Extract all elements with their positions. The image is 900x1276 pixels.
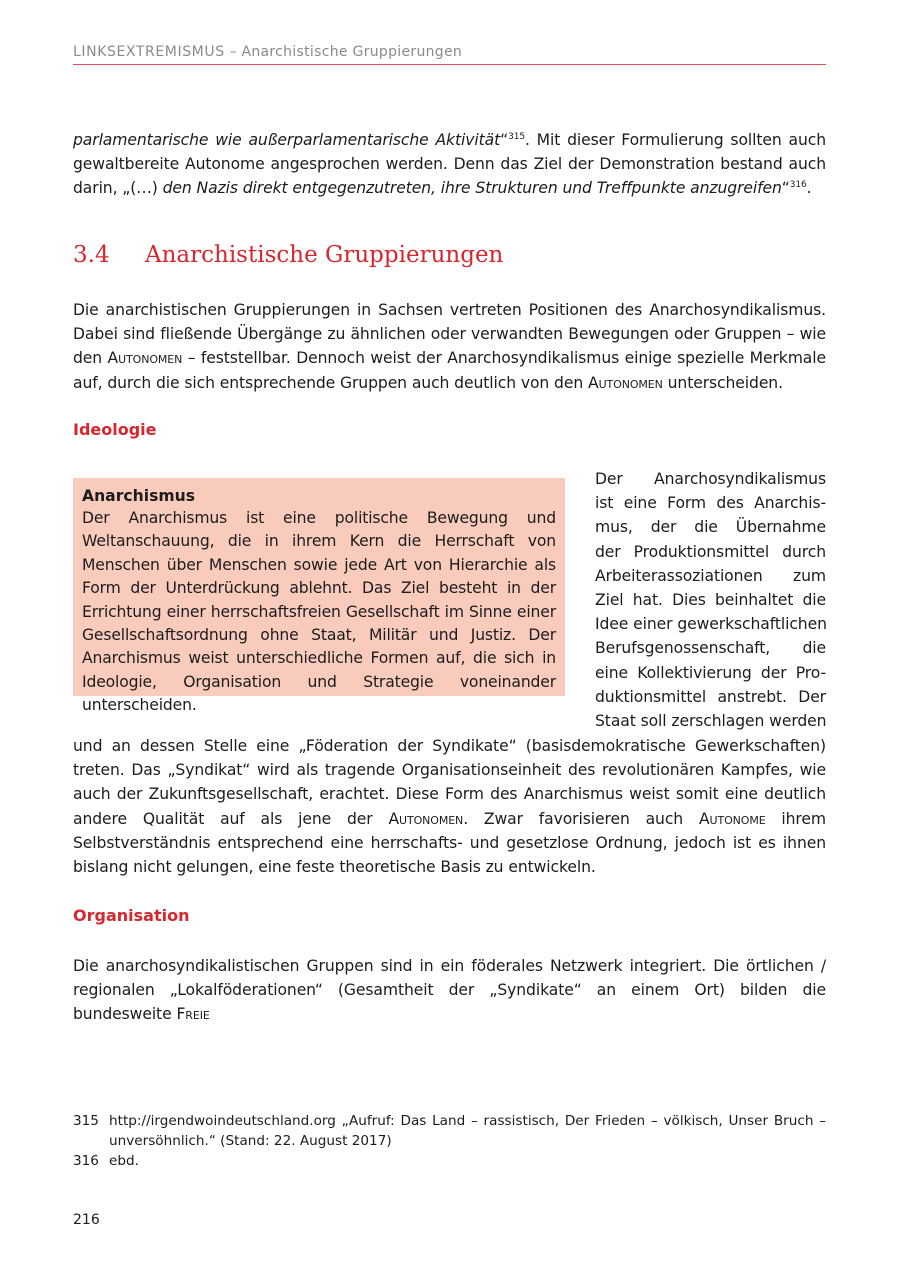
- footnote-number: 316: [73, 1153, 99, 1169]
- footnote-text: http://irgendwoindeutschland.org „Aufruf: Das Land – rassistisch, Der Frieden – völkisch, Unser Bruch – unversöhnlich.“ (Stand: 22. August 2017): [109, 1113, 826, 1149]
- subheading-organisation: Organisation: [73, 906, 190, 925]
- subheading-ideologie: Ideologie: [73, 420, 157, 439]
- ideologie-paragraph: und an dessen Stelle eine „Föderation der Syndikate“ (basisdemokratische Gewerkschaften) treten. Das „Syndikat“ wird als tragende Organisationseinheit des revolutionären Kampfes, wie auch der Zukunftsgesellschaft, erachtet. Diese Form des Anarchismus weist somit eine deutlich andere Qualität auf als jene der Autonomen. Zwar favorisieren auch Autonome ihrem Selbstverständnis entsprechend eine herrschafts- und gesetzlose Ordnung, jedoch ist es ihnen bislang nicht gelungen, eine feste theoretische Basis zu entwickeln.: [73, 737, 826, 877]
- section-intro-paragraph: Die anarchistischen Gruppierungen in Sachsen vertreten Positionen des Anarchosyndikalismus. Dabei sind fließende Übergänge zu ähnlichen oder verwandten Bewegungen oder Gruppen – wie den Autonomen – feststellbar. Dennoch weist der Anarchosyndikalismus einige spezielle Merkmale auf, durch die sich entsprechende Gruppen auch deutlich von den Autonomen unterscheiden.: [73, 301, 826, 392]
- intro-paragraph: parlamentarische wie außerparlamentarische Aktivität“$^{315}$. Mit dieser Formulierung sollten auch gewaltbereite Autonome angesprochen werden. Denn das Ziel der Demonstration bestand auch darin, „(…) den Nazis direkt entgegenzutreten, ihre Strukturen und Treffpunkte anzugreifen“$^{316}$.: [73, 131, 826, 198]
- section-heading: [73, 242, 503, 268]
- footnote-316: [73, 1151, 826, 1171]
- footnote-315: [73, 1111, 826, 1151]
- footnote-ref-316[interactable]: 316: [789, 180, 807, 191]
- section-number: 3.4: [73, 242, 110, 268]
- footnotes: [73, 1111, 826, 1171]
- definition-box-text: Der Anarchismus ist eine politische Bewegung und Weltanschauung, die in ihrem Kern die Herrschaft von Menschen über Menschen sowie jede Art von Hierarchie als Form der Unterdrückung ablehnt. Das Ziel besteht in der Errichtung einer herrschaftsfreien Gesellschaft im Sinne einer Gesellschaftsordnung ohne Staat, Militär und Justiz. Der Anarchismus weist unterschiedliche Formen auf, die sich in Ideologie, Organisation und Strategie voneinander unterscheiden.: [82, 509, 556, 715]
- definition-box-title: Anarchismus: [82, 487, 195, 505]
- definition-box: [73, 478, 565, 715]
- intro-italic-quote-2: den Nazis direkt entgegenzutreten, ihre Strukturen und Treffpunkte anzugreifen: [162, 179, 782, 198]
- intro-italic-quote: parlamentarische wie außerparlamentarische Aktivität: [73, 131, 501, 149]
- section-title: Anarchistische Gruppierungen: [145, 242, 504, 268]
- page-number: 216: [73, 1212, 100, 1228]
- organisation-paragraph: Die anarchosyndikalistischen Gruppen sind in ein föderales Netzwerk integriert. Die örtlichen / regionalen „Lokalföderationen“ (Gesamtheit der „Syndikate“ an einem Ort) bilden die bundesweite Freie: [73, 957, 826, 1024]
- header-subtitle: – Anarchistische Gruppierungen: [224, 44, 463, 60]
- header-title: LINKSEXTREMISMUS: [73, 44, 225, 60]
- running-header: [73, 44, 826, 65]
- footnote-ref-315[interactable]: 315: [508, 132, 525, 142]
- side-column-text: Der Anarchosyndikalismus ist eine Form des Anarchis- mus, der die Übernahme der Produktionsmittel durch Arbeiterassoziationen zum Ziel hat. Dies beinhaltet die Idee einer gewerkschaftlichen Berufsgenossenschaft, die eine Kollektivierung der Pro- duktionsmittel anstrebt. Der Staat soll zerschlagen werden: [595, 470, 827, 730]
- footnote-text: ebd.: [109, 1153, 139, 1169]
- footnote-number: 315: [73, 1113, 99, 1129]
